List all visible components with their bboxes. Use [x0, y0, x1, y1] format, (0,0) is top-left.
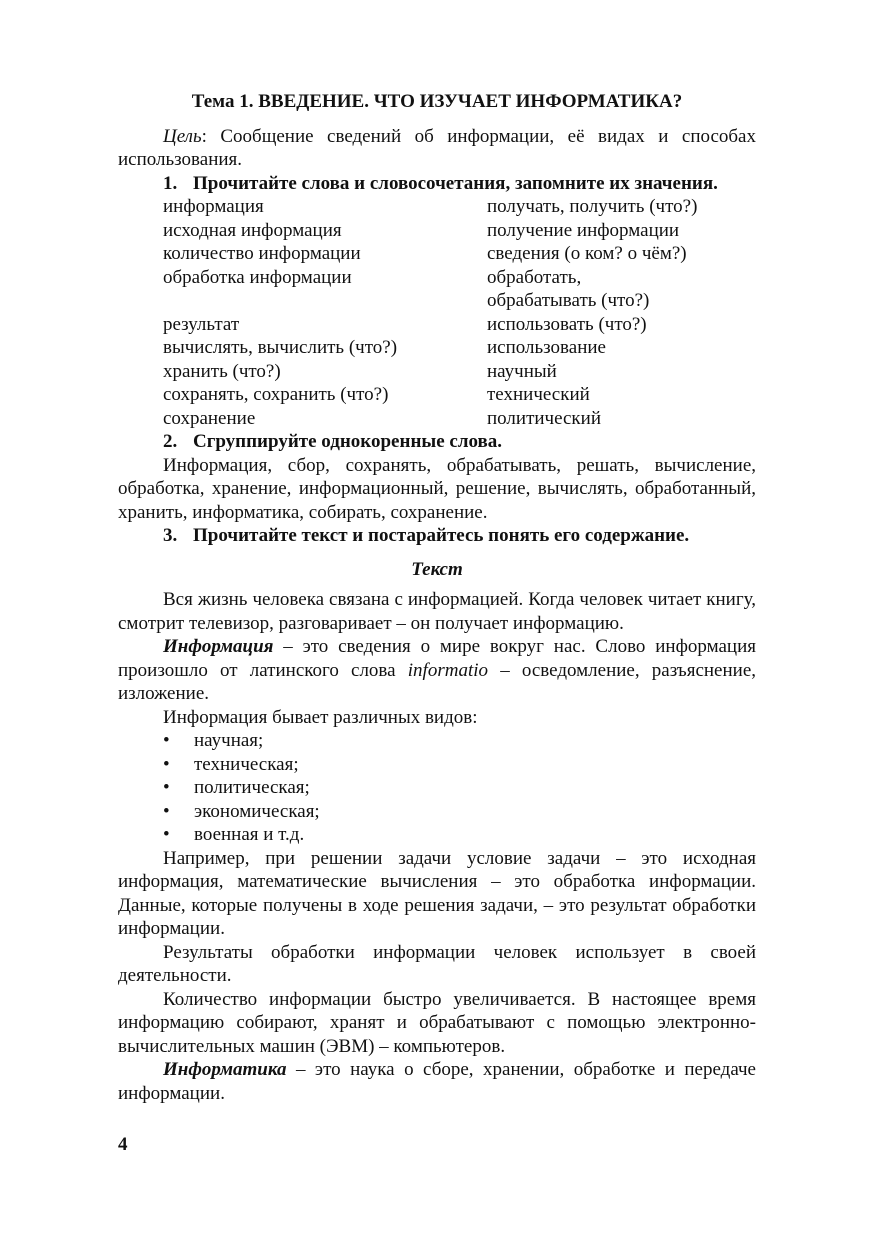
page-content [118, 90, 756, 1105]
task-number: 3. [163, 525, 178, 546]
vocab-right-item: обрабатывать (что?) [487, 290, 650, 311]
task-1-heading [163, 172, 756, 196]
vocab-right-item: политический [487, 407, 601, 429]
vocab-right-item: обработать, [487, 266, 582, 288]
vocab-right-item: получение информации [487, 219, 680, 241]
vocab-right-item: сведения (о ком? о чём?) [487, 243, 687, 264]
vocab-right-item: получать, получить (что?) [487, 196, 698, 217]
goal-label: Цель [163, 125, 202, 147]
paragraph-2-text-end: – осведомление, разъяснение, изложение. [118, 659, 756, 704]
goal-paragraph [118, 125, 756, 172]
vocab-left-item: сохранять, сохранить (что?) [163, 384, 389, 405]
vocab-left-item: информация [163, 196, 264, 217]
list-item: • научная; [118, 729, 756, 753]
paragraph-7 [118, 1058, 756, 1105]
page-number: 4 [118, 1134, 128, 1155]
task-text: Прочитайте слова и словосочетания, запомните их значения. [193, 172, 718, 194]
vocab-left-item: вычислять, вычислить (что?) [163, 337, 398, 358]
task-2-heading [163, 430, 756, 454]
vocab-right-item: технический [487, 384, 590, 405]
paragraph-2 [118, 635, 756, 706]
list-item: • техническая; [118, 753, 756, 777]
paragraph-1: Вся жизнь человека связана с информацией. Когда человек читает книгу, смотрит телевизор, разговаривает – он получает информацию. [118, 589, 756, 634]
list-item: • экономическая; [118, 800, 756, 824]
term-informatics: Информатика [163, 1059, 287, 1080]
vocab-left-item: хранить (что?) [163, 360, 281, 382]
paragraph-6: Количество информации быстро увеличивается. В настоящее время информацию собирают, хранят и обрабатывают с помощью электронно-вычислительных машин (ЭВМ) – компьютеров. [118, 988, 756, 1057]
vocab-left-item: количество информации [163, 243, 361, 264]
task-3-heading [163, 524, 756, 548]
vocab-right-item: использовать (что?) [487, 313, 647, 335]
vocab-right-item: научный [487, 360, 557, 382]
paragraph-4: Например, при решении задачи условие задачи – это исходная информация, математические вычисления – это обработка информации. Данные, которые получены в ходе решения задачи, – это результат обработки информации. [118, 847, 756, 939]
list-item: • военная и т.д. [118, 823, 756, 847]
vocab-left-item: исходная информация [163, 219, 342, 241]
paragraph-7-text: – это наука о сборе, хранении, обработке и передаче информации. [118, 1059, 756, 1104]
paragraph-2-text: – это сведения о мире вокруг нас. Слово информация произошло от латинского слова [118, 636, 756, 681]
text-heading: Текст [411, 558, 463, 580]
vocab-left-item: результат [163, 313, 240, 335]
goal-text: : Сообщение сведений об информации, её видах и способах использования. [118, 125, 756, 170]
task-number: 2. [163, 431, 178, 452]
vocab-right-item: использование [487, 337, 606, 358]
list-item: • политическая; [118, 776, 756, 800]
page-title: Тема 1. ВВЕДЕНИЕ. ЧТО ИЗУЧАЕТ ИНФОРМАТИКА? [191, 91, 683, 112]
term-information: Информация [163, 636, 274, 657]
task-number: 1. [163, 172, 178, 194]
paragraph-5: Результаты обработки информации человек использует в своей деятельности. [118, 941, 756, 986]
vocab-left-item [163, 289, 487, 313]
vocab-left-item: сохранение [163, 407, 256, 429]
vocab-left-item: обработка информации [163, 266, 352, 288]
task-text: Сгруппируйте однокоренные слова. [193, 431, 503, 452]
task-text: Прочитайте текст и постарайтесь понять его содержание. [193, 525, 690, 546]
latin-word: informatio [407, 659, 489, 681]
paragraph-3: Информация бывает различных видов: [163, 706, 478, 728]
task-2-words: Информация, сбор, сохранять, обрабатывать, решать, вычисление, обработка, хранение, информационный, решение, вычислять, обработанный, хранить, информатика, собирать, сохранение. [118, 454, 756, 523]
information-types-list [118, 729, 756, 847]
vocabulary-list [163, 195, 756, 430]
